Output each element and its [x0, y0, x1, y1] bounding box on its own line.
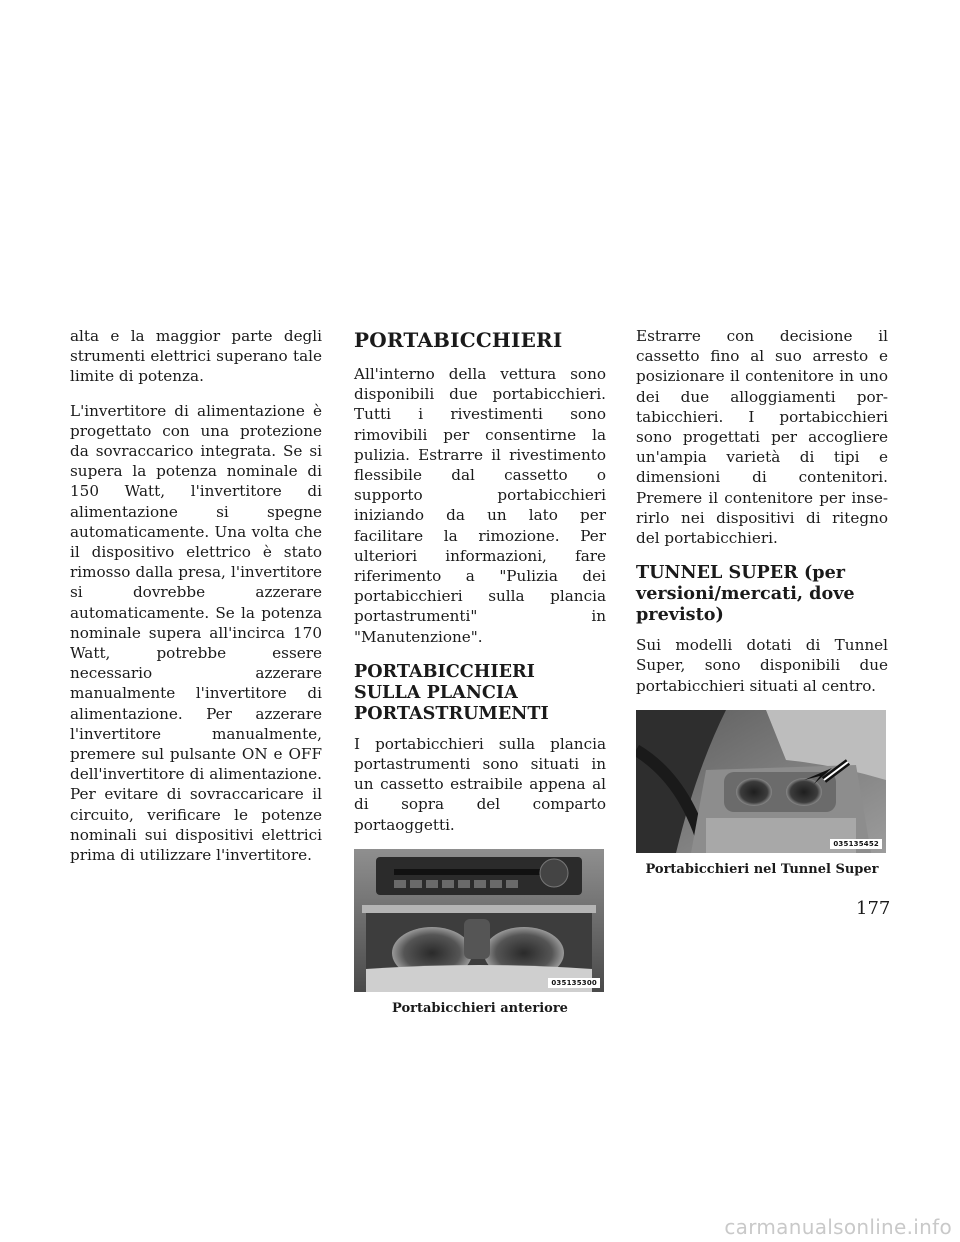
caption-front-cupholder: Portabicchieri anteriore: [392, 1000, 568, 1016]
figure-code-front: 035135300: [548, 978, 600, 988]
section-heading-cupholders: PORTABICCHIERI: [354, 328, 563, 352]
front-cupholder-illustration: [354, 849, 604, 992]
text-column-middle: [354, 326, 606, 1017]
paragraph-cupholders-intro: All'interno della vettura sono disponibili due portabicchieri. Tutti i rivestimenti sono rimovibili per consentirne la pulizia. Estrarre il rivestimento flessibile dal cassetto o supporto portabicchieri iniziando da un lato per facilitare la rimozione. Per ulteriori informazioni, fare riferimento a "Pulizia dei portabicchieri sulla plancia portastrumenti" in "Manutenzione".: [354, 365, 606, 646]
subheading-tunnel-super: TUNNEL SUPER (per versioni/mercati, dove previsto): [636, 562, 855, 626]
figure-code-tunnel: 035135452: [830, 839, 882, 849]
subheading-dashboard-cupholders: PORTABICCHIERI SULLA PLANCIA PORTASTRUMENTI: [354, 660, 549, 724]
tunnel-cupholder-illustration: [636, 710, 886, 853]
photo-tunnel-cupholder: [636, 710, 886, 853]
caption-tunnel-cupholder: Portabicchieri nel Tunnel Super: [645, 861, 879, 877]
paragraph-drawer-instructions: Estrarre con decisione il cassetto fino al suo arresto e posizionare il contenitore in uno dei due alloggiamenti portabicchieri. I portabicchieri sono progettati per accogliere un'ampia varietà di tipi e dimensioni di contenitori. Premere il contenitore per inserirlo nei dispositivi di ritegno del portabicchieri.: [636, 327, 888, 548]
text-column-right: [636, 326, 888, 878]
watermark-link[interactable]: carmanualsonline.info: [724, 1215, 952, 1239]
paragraph-tunnel-super: Sui modelli dotati di Tunnel Super, sono disponibili due portabicchieri situati al centro.: [636, 636, 888, 695]
paragraph-dashboard-cupholders: I portabicchieri sulla plancia portastrumenti sono situati in un cassetto estraibile appena al di sopra del comparto portaoggetti.: [354, 734, 606, 834]
paragraph-power-limit: alta e la maggior parte degli strumenti elettrici superano tale limite di potenza.: [70, 327, 322, 386]
page-number: 177: [856, 898, 891, 919]
text-column-left: [70, 326, 322, 879]
photo-front-cupholder: [354, 849, 604, 992]
paragraph-inverter-protection: L'invertitore di alimentazione è progettato con una protezione da sovraccarico integrata. Se si supera la potenza nominale di 150 Watt, l'invertitore di alimentazione si spegne automaticamente. Una volta che il dispositivo elettrico è stato rimosso dalla presa, l'invertitore si dovrebbe azzerare automaticamente. Se la potenza nominale supera all'incirca 170 Watt, potrebbe essere necessario azzerare manualmente l'invertitore di alimentazione. Per azzerare l'invertitore manualmente, premere sul pulsante ON e OFF dell'invertitore di alimentazione. Per evitare di sovraccaricare il circuito, verificare le potenze nominali sui dispositivi elettrici prima di utilizzare l'invertitore.: [70, 401, 322, 865]
